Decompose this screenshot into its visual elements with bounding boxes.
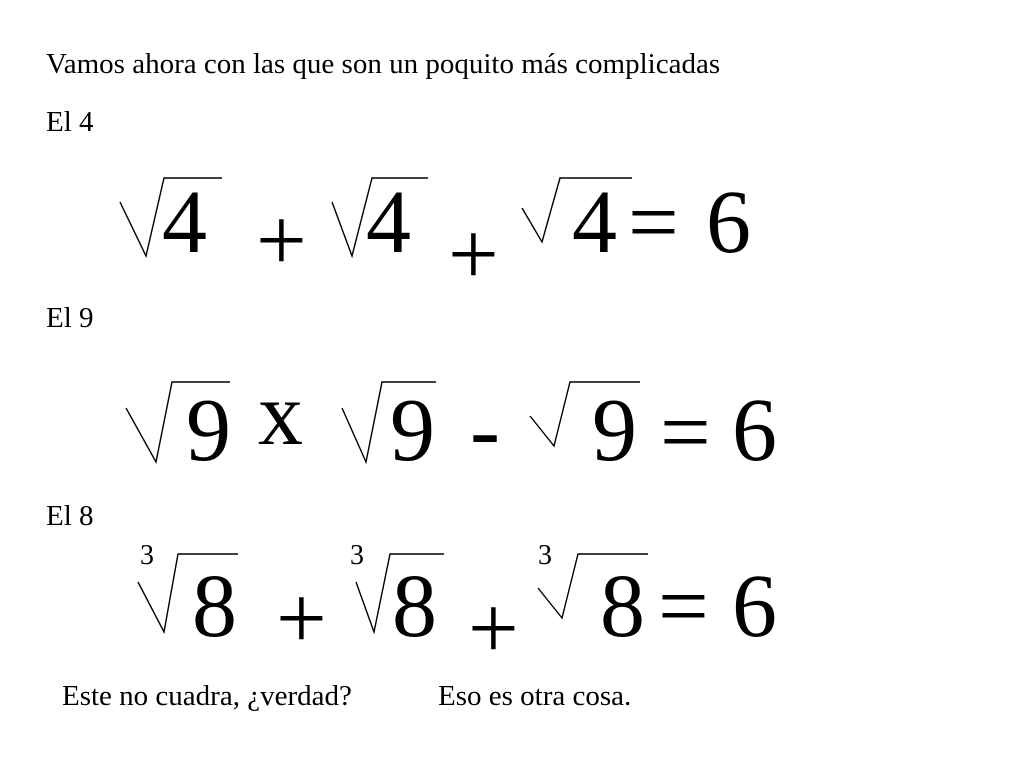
operand-3: 4 [572, 173, 617, 272]
operator-1: x [258, 365, 303, 464]
operand-3: 9 [592, 381, 637, 480]
root-index: 3 [538, 540, 552, 571]
operand-1: 8 [192, 557, 237, 656]
footer-note-right: Eso es otra cosa. [438, 680, 632, 712]
operator-2: - [470, 381, 500, 480]
operand-1: 9 [186, 381, 231, 480]
operand-2: 9 [390, 381, 435, 480]
operand-1: 4 [162, 173, 207, 272]
footer-note-left: Este no cuadra, ¿verdad? [62, 680, 352, 712]
operand-2: 8 [392, 557, 437, 656]
equals-sign: = [658, 557, 709, 656]
operator-1: + [256, 191, 307, 290]
label-el-8: El 8 [46, 500, 94, 532]
label-el-9: El 9 [46, 302, 94, 334]
result: 6 [706, 173, 751, 272]
equals-sign: = [660, 383, 711, 482]
result: 6 [732, 557, 777, 656]
operator-2: + [468, 579, 519, 678]
operand-3: 8 [600, 557, 645, 656]
equals-sign: = [628, 173, 679, 272]
label-el-4: El 4 [46, 106, 94, 138]
operand-2: 4 [366, 173, 411, 272]
result: 6 [732, 381, 777, 480]
root-index: 3 [350, 540, 364, 571]
slide-heading: Vamos ahora con las que son un poquito más complicadas [46, 48, 721, 80]
operator-1: + [276, 569, 327, 668]
operator-2: + [448, 205, 499, 304]
root-index: 3 [140, 540, 154, 571]
